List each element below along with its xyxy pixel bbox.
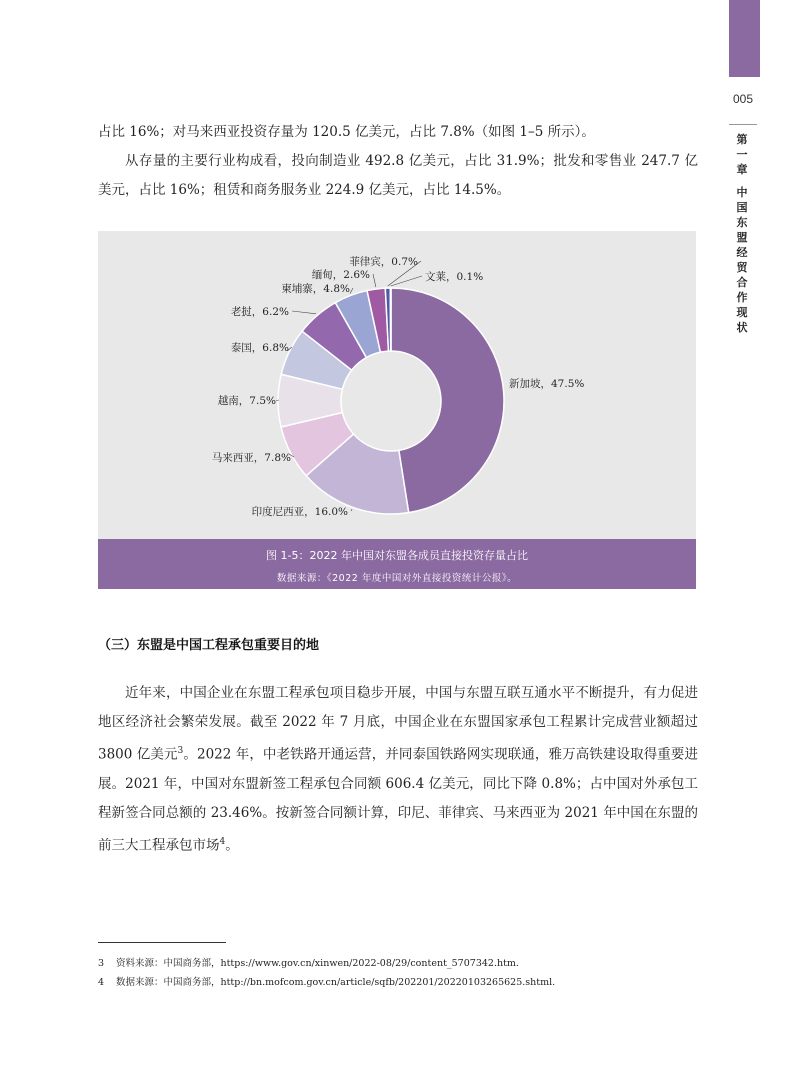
slice-label: 新加坡，47.5% [509, 378, 585, 390]
section-body-part-a: 近年来，中国企业在东盟工程承包项目稳步开展，中国与东盟互联互通水平不断提升，有力促进地区经济社会繁荣发展。截至 2022 年 7 月底，中国企业在东盟国家承包工程累计完成营业额超过 3800 亿美元 [98, 685, 698, 763]
slice-label: 印度尼西亚，16.0% [251, 506, 348, 518]
footnote-text: 数据来源：中国商务部，http://bn.mofcom.gov.cn/article/sqfb/202201/20220103265625.shtml. [116, 977, 556, 988]
chapter-label: 第一章 [736, 133, 748, 176]
footnote-ref-4[interactable]: 4 [219, 836, 226, 847]
figure-caption: 图 1-5：2022 年中国对东盟各成员直接投资存量占比 [266, 549, 528, 562]
section-body [98, 679, 698, 860]
slice-label: 菲律宾，0.7% [349, 256, 418, 268]
slice-label: 马来西亚，7.8% [211, 452, 291, 464]
footnote-3 [98, 955, 519, 969]
slice-label: 柬埔寨，4.8% [281, 283, 350, 295]
footnote-4 [98, 974, 555, 988]
leader-line [373, 274, 376, 287]
leader-line [351, 509, 352, 511]
paragraph-1: 占比 16%；对马来西亚投资存量为 120.5 亿美元，占比 7.8%（如图 1–5 所示）。 [98, 124, 595, 140]
leader-line [350, 288, 353, 294]
footnote-ref-3[interactable]: 3 [177, 746, 184, 756]
slice-label: 文莱，0.1% [425, 271, 484, 283]
donut-slice [391, 288, 504, 513]
figure-source: 数据来源：《2022 年度中国对外直接投资统计公报》。 [276, 573, 518, 584]
page-number: 005 [733, 92, 754, 106]
chapter-tab-marker [729, 0, 760, 77]
leader-line [292, 311, 316, 314]
donut-chart-panel [98, 231, 696, 539]
chapter-title-vertical [735, 132, 749, 335]
footnote-number: 4 [98, 977, 105, 988]
footnote-divider [98, 942, 226, 943]
footnote-number: 3 [98, 958, 105, 969]
section-heading: （三）东盟是中国工程承包重要目的地 [98, 638, 320, 653]
donut-chart [98, 231, 696, 539]
donut-slice [390, 288, 391, 351]
slice-label: 泰国，6.8% [230, 342, 289, 354]
figure-caption-box [98, 539, 696, 589]
slice-label: 越南，7.5% [217, 395, 276, 407]
slice-label: 老挝，6.2% [230, 306, 289, 318]
slice-label: 缅甸，2.6% [311, 269, 370, 281]
section-body-part-c: 。 [225, 837, 239, 853]
footnote-text: 资料来源：中国商务部，https://www.gov.cn/xinwen/2022-08/29/content_5707342.htm. [116, 958, 519, 969]
leader-line [391, 276, 422, 286]
paragraph-2: 从存量的主要行业构成看，投向制造业 492.8 亿美元，占比 31.9%；批发和零售业 247.7 亿美元，占比 16%；租赁和商务服务业 224.9 亿美元，占比 14.5%。 [98, 153, 698, 198]
side-divider [729, 124, 757, 125]
section-body-part-b: 。2022 年，中老铁路开通运营，并同泰国铁路网实现联通，雅万高铁建设取得重要进展。2021 年，中国对东盟新签工程承包合同额 606.4 亿美元，同比下降 0.8%；占中国对外承包工程新签合同总额的 23.46%。按新签合同额计算，印尼、菲律宾、马来西亚为 2021 年中国在东盟的前三大工程承包市场 [98, 746, 698, 853]
chapter-name: 中国东盟经贸合作现状 [736, 186, 748, 334]
